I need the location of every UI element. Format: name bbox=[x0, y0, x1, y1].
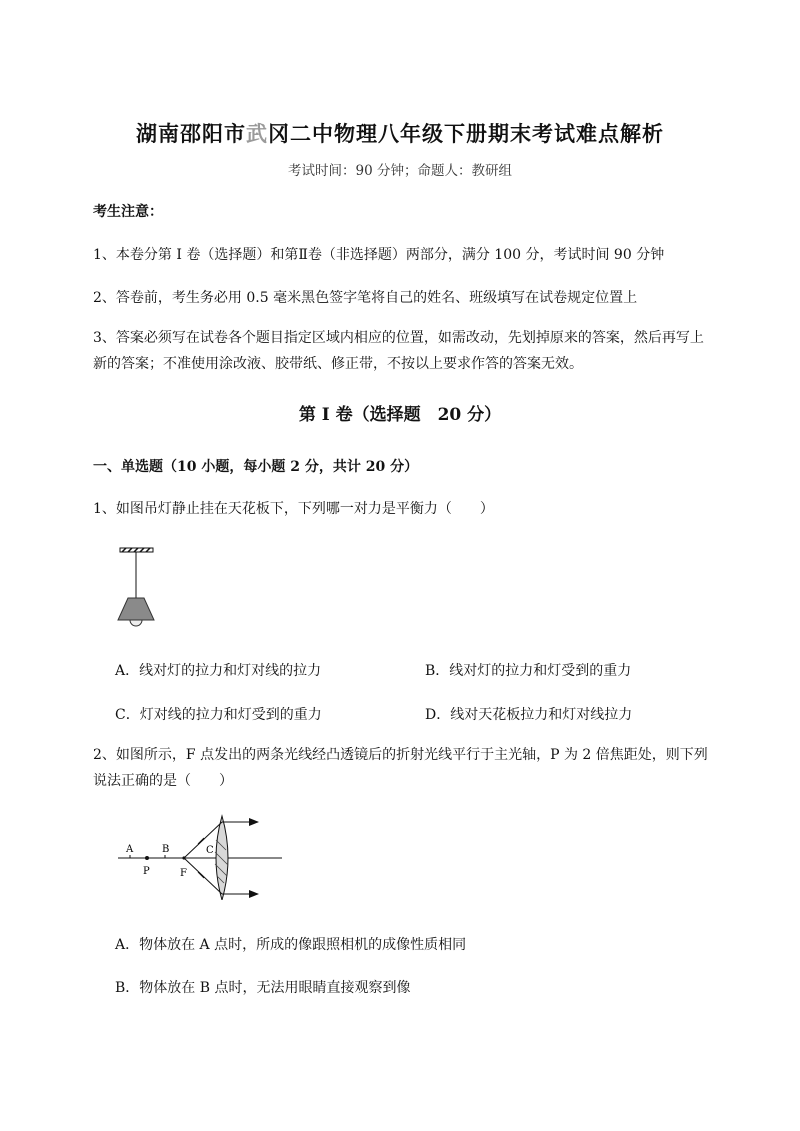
question-2-stem: 2、如图所示，F 点发出的两条光线经凸透镜后的折射光线平行于主光轴，P 为 2 倍焦距处，则下列说法正确的是（ ） bbox=[93, 747, 708, 789]
q1-option-d: D．线对天花板拉力和灯对线拉力 bbox=[425, 707, 633, 723]
convex-lens-figure bbox=[110, 810, 290, 900]
part-title: 一、单选题（10 小题，每小题 2 分，共计 20 分） bbox=[93, 459, 419, 475]
label-b: B bbox=[162, 844, 170, 855]
page-title: 湖南邵阳市武冈二中物理八年级下册期末考试难点解析 bbox=[136, 121, 664, 146]
point-p-dot bbox=[145, 856, 149, 860]
q1-option-c: C．灯对线的拉力和灯受到的重力 bbox=[115, 707, 322, 723]
notice-item-1: 1、本卷分第 I 卷（选择题）和第Ⅱ卷（非选择题）两部分，满分 100 分，考试时间 90 分钟 bbox=[93, 247, 665, 263]
ray-arrow-up bbox=[198, 838, 204, 844]
q2-option-b: B．物体放在 B 点时，无法用眼睛直接观察到像 bbox=[115, 980, 411, 996]
label-p: P bbox=[143, 866, 150, 877]
ray-arrow-down bbox=[198, 872, 204, 878]
section-title: 第 I 卷（选择题 20 分） bbox=[298, 405, 502, 425]
title-highlight: 武 bbox=[246, 121, 268, 146]
lens bbox=[216, 816, 228, 900]
exam-info: 考试时间：90 分钟；命题人：教研组 bbox=[288, 163, 512, 179]
q1-option-b: B．线对灯的拉力和灯受到的重力 bbox=[425, 663, 632, 679]
label-c: C bbox=[206, 845, 214, 856]
question-1-stem: 1、如图吊灯静止挂在天花板下，下列哪一对力是平衡力（ ） bbox=[93, 501, 494, 517]
point-f-dot bbox=[182, 856, 185, 859]
label-f: F bbox=[180, 868, 187, 879]
lamp-bulb bbox=[130, 620, 142, 626]
q1-option-a: A．线对灯的拉力和灯对线的拉力 bbox=[115, 663, 322, 679]
ceiling-hatch bbox=[120, 548, 153, 552]
q2-option-a: A．物体放在 A 点时，所成的像跟照相机的成像性质相同 bbox=[115, 937, 467, 953]
notice-item-2: 2、答卷前，考生务必用 0.5 毫米黑色签字笔将自己的姓名、班级填写在试卷规定位置上 bbox=[93, 290, 638, 306]
hanging-lamp-figure bbox=[110, 542, 170, 634]
label-a: A bbox=[126, 844, 134, 855]
lamp-shade bbox=[118, 598, 154, 620]
notice-heading: 考生注意： bbox=[93, 204, 163, 220]
notice-item-3: 3、答案必须写在试卷各个题目指定区域内相应的位置，如需改动，先划掉原来的答案，然后再写上新的答案；不准使用涂改液、胶带纸、修正带，不按以上要求作答的答案无效。 bbox=[93, 330, 704, 372]
